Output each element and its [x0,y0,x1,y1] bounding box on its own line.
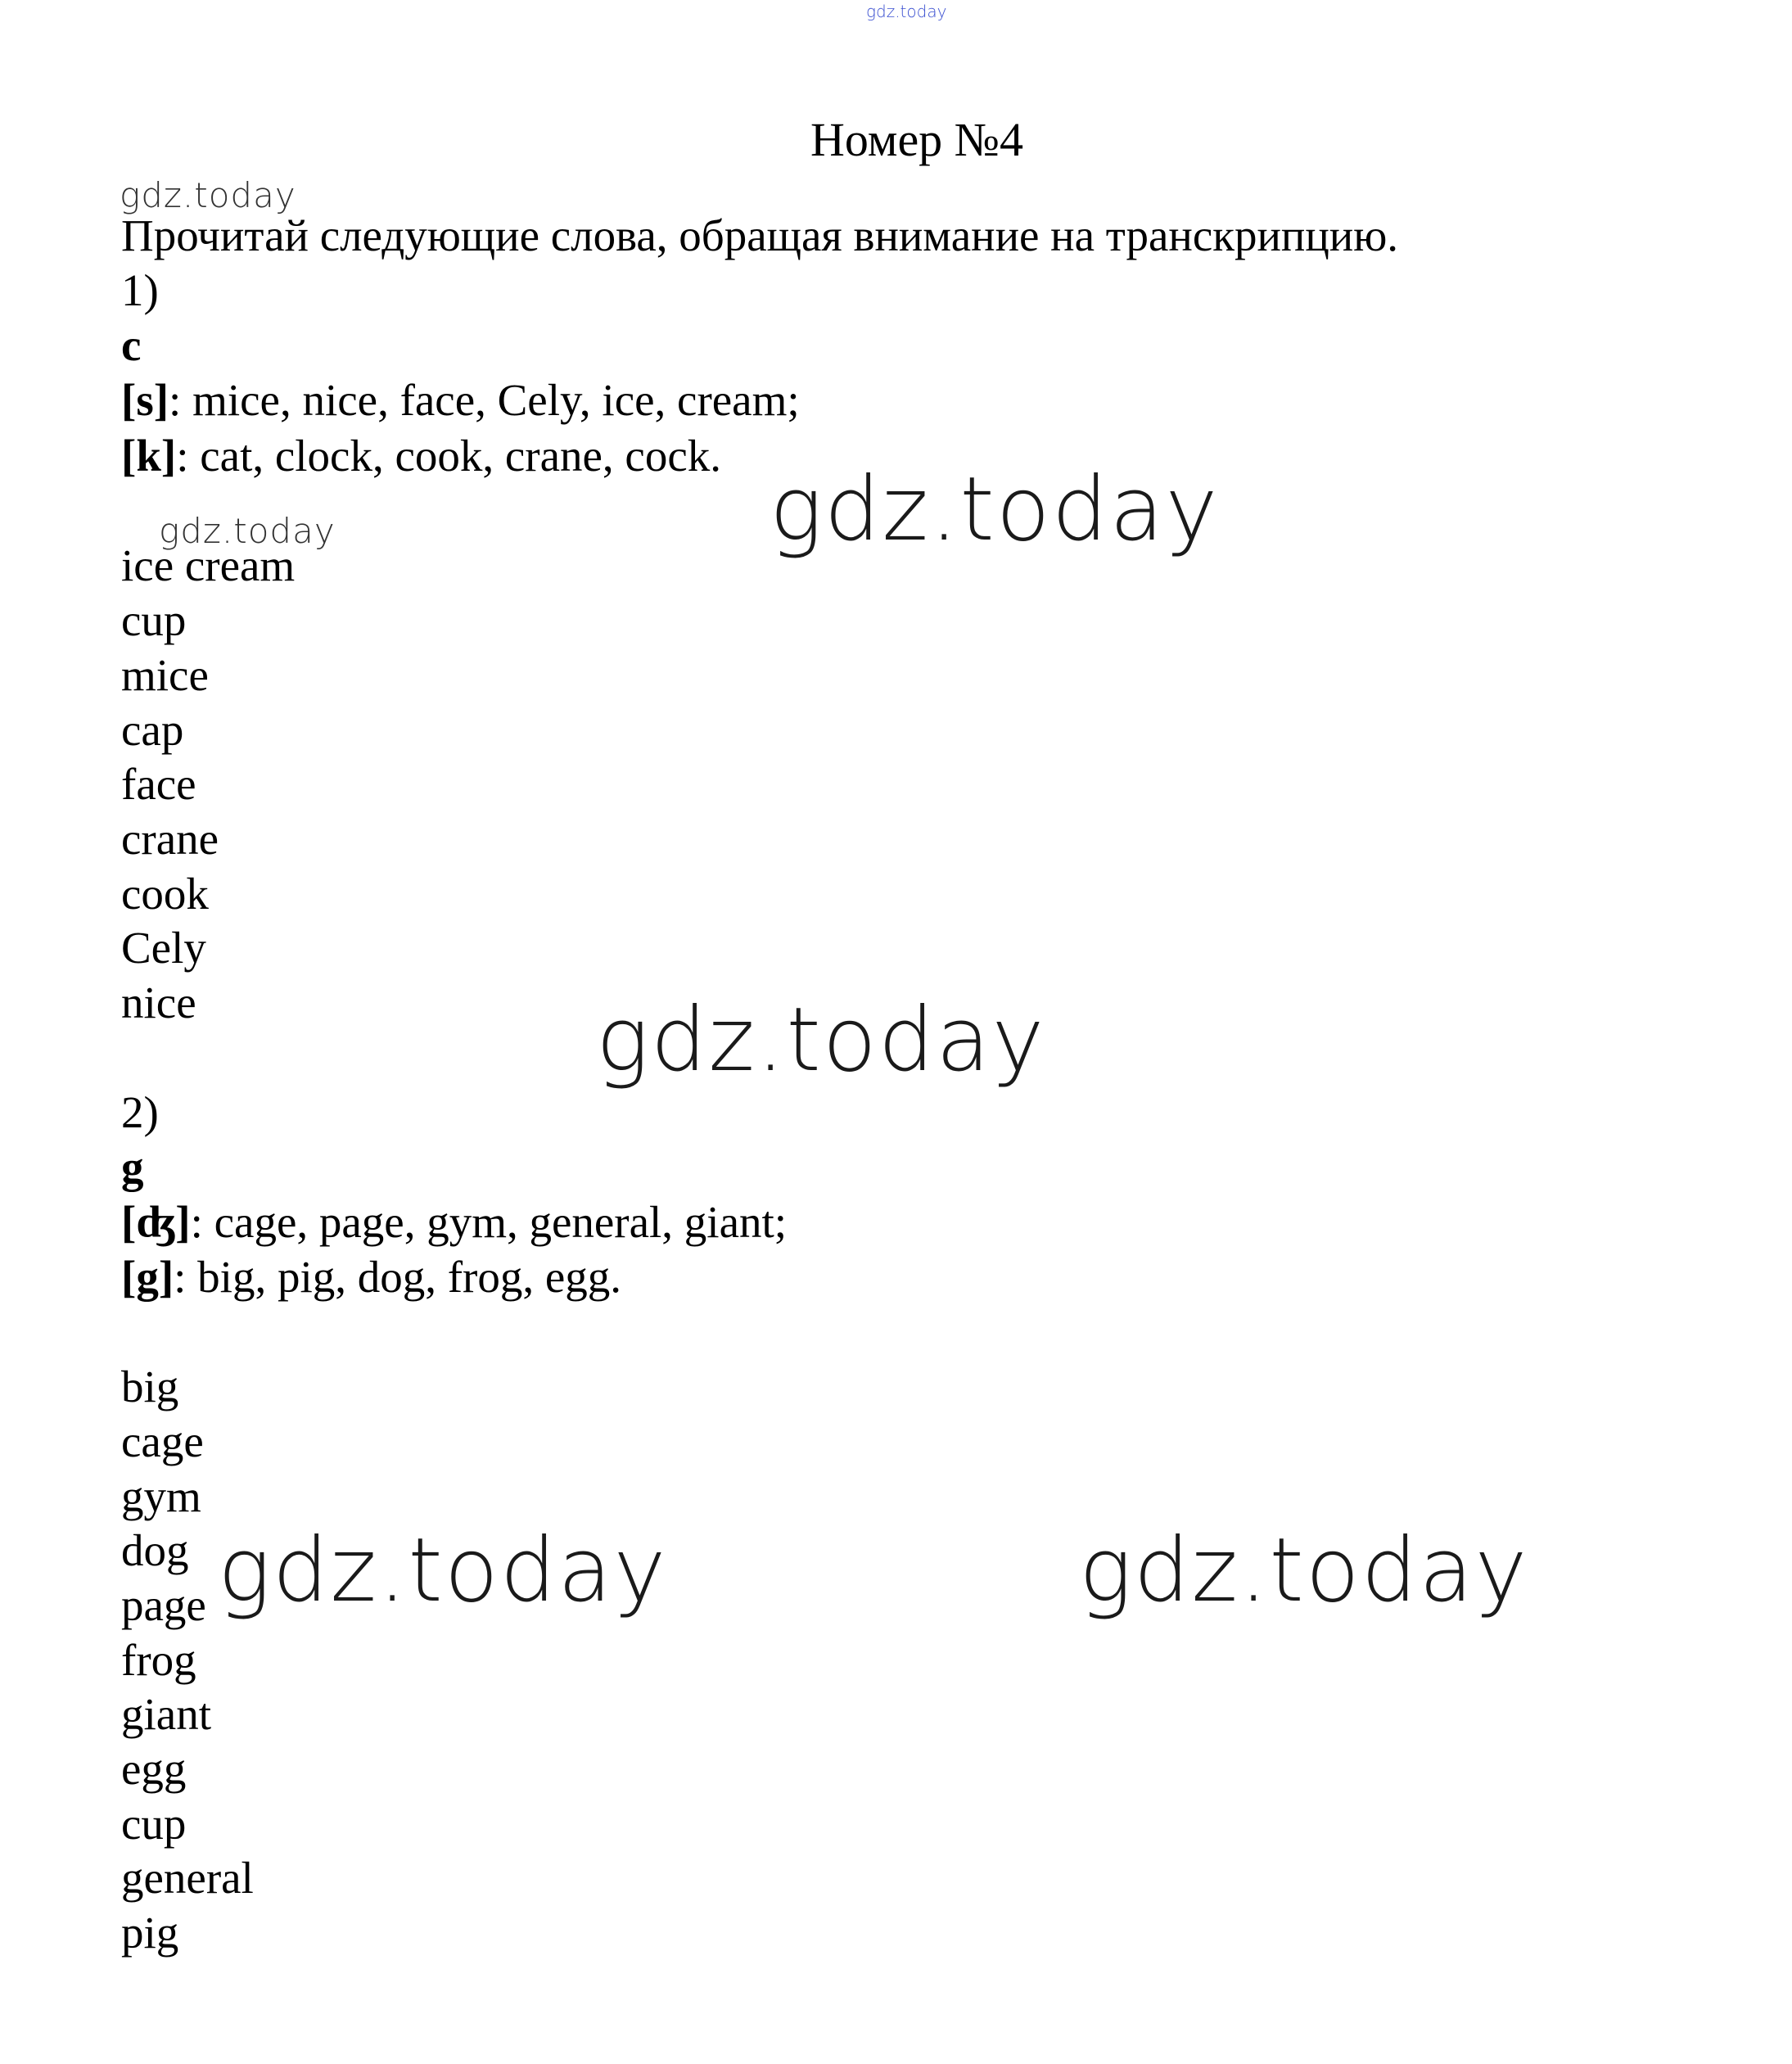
page-title: Номер №4 [810,113,1024,166]
list-item: face [121,759,196,809]
part1-number: 1) [121,265,159,315]
list-item: general [121,1853,254,1903]
list-item: giant [121,1689,211,1739]
part2-number: 2) [121,1087,159,1137]
list-item: big [121,1362,179,1411]
part1-rule-s [121,373,800,428]
part2-letter: g [121,1142,144,1192]
part2-rule-g [121,1249,621,1305]
watermark-large: gdz.today [596,989,1046,1091]
list-item: page [121,1580,206,1630]
list-item: frog [121,1635,196,1685]
list-item: pig [121,1908,179,1958]
sound-label: [g] [121,1252,174,1302]
instruction-text: Прочитай следующие слова, обращая внимание на транскрипцию. [121,210,1399,260]
part2-rule-dz [121,1195,787,1250]
watermark-small: gdz.today [120,175,296,215]
list-item: cap [121,705,184,755]
sound-label: [k] [121,431,177,481]
sound-label: [ʤ] [121,1197,191,1247]
list-item: crane [121,814,219,864]
list-item: cup [121,1799,187,1849]
rule-words: : big, pig, dog, frog, egg. [174,1252,622,1302]
list-item: cage [121,1416,204,1466]
list-item: gym [121,1471,201,1521]
list-item: Cely [121,923,206,973]
watermark-top: gdz.today [866,2,947,21]
watermark-large: gdz.today [770,458,1220,561]
rule-words: : mice, nice, face, Cely, ice, cream; [169,375,800,425]
list-item: nice [121,978,196,1027]
list-item: dog [121,1525,189,1575]
part1-letter: c [121,320,142,370]
watermark-small: gdz.today [159,511,336,551]
watermark-large: gdz.today [218,1520,668,1622]
list-item: ice cream [121,540,296,590]
list-item: cup [121,595,187,645]
rule-words: : cage, page, gym, general, giant; [190,1197,788,1247]
list-item: mice [121,650,209,700]
sound-label: [s] [121,375,169,425]
watermark-large: gdz.today [1079,1520,1529,1622]
list-item: egg [121,1744,187,1794]
list-item: cook [121,869,209,919]
rule-words: : cat, clock, cook, crane, cock. [176,431,722,481]
part1-rule-k [121,428,721,484]
